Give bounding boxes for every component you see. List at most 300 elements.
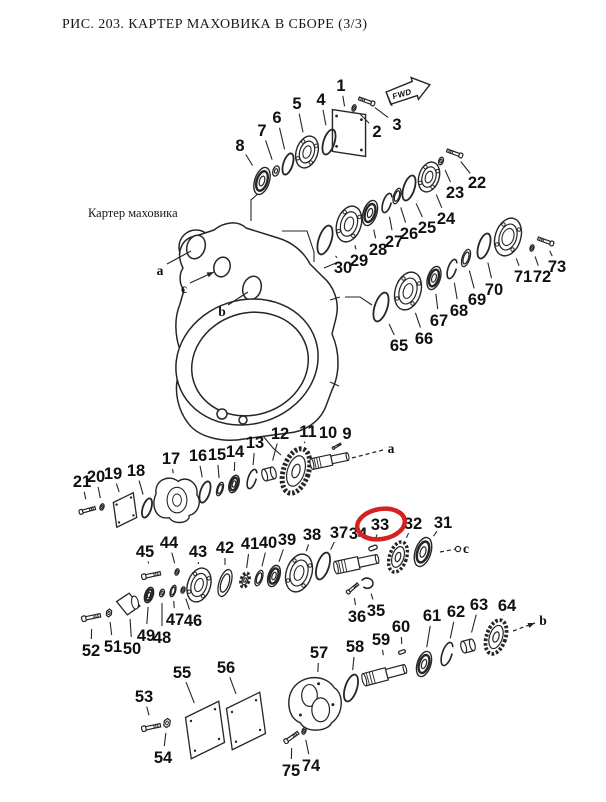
- part-56-drawing: [227, 692, 266, 750]
- part-5-leader-line: [299, 114, 303, 133]
- flange-hole: [395, 296, 399, 300]
- plate-hole: [259, 729, 261, 731]
- part-label-26: 26: [399, 224, 419, 243]
- part-label-12: 12: [270, 424, 290, 443]
- part-label-1: 1: [336, 76, 346, 95]
- flange-hole: [418, 181, 422, 185]
- part-label-63: 63: [469, 595, 489, 614]
- part-label-52: 52: [81, 641, 101, 660]
- part-55-leader-line: [186, 682, 194, 703]
- part-shape: [312, 698, 330, 722]
- part-label-47: 47: [165, 610, 185, 629]
- flange-hole: [187, 590, 191, 594]
- plate-hole: [218, 738, 220, 740]
- part-62-leader-line: [450, 622, 453, 639]
- part-label-23: 23: [445, 183, 465, 202]
- part-shape: [154, 478, 199, 522]
- plate-hole: [360, 118, 363, 121]
- part-38-leader-line: [306, 544, 308, 551]
- part-shape: [169, 585, 178, 598]
- part-41-drawing: [239, 572, 251, 588]
- part-label-55: 55: [172, 663, 192, 682]
- part-shape: [393, 190, 401, 202]
- part-7-leader-line: [266, 140, 273, 159]
- flange-hole: [401, 276, 405, 280]
- part-label-54: 54: [153, 748, 173, 767]
- part-label-16: 16: [188, 446, 208, 465]
- plate-hole: [132, 514, 134, 516]
- part-label-72: 72: [532, 267, 552, 286]
- part-label-28: 28: [368, 240, 388, 259]
- part-44-drawing: [174, 568, 180, 575]
- fwd-direction-banner: [384, 73, 433, 107]
- bolt-thread: [154, 573, 155, 576]
- part-57-drawing: [289, 678, 341, 730]
- bolt-thread: [98, 614, 99, 617]
- part-41-leader-line: [247, 554, 249, 568]
- part-number-labels: [73, 77, 566, 780]
- part-51-drawing: [105, 608, 113, 617]
- bolt-shaft: [358, 97, 371, 104]
- part-1-leader-line: [343, 96, 345, 107]
- part-label-60: 60: [391, 617, 411, 636]
- part-12-drawing: [261, 466, 278, 481]
- part-shape: [462, 251, 471, 264]
- part-label-57: 57: [309, 643, 329, 662]
- part-label-51: 51: [103, 637, 123, 656]
- part-20-leader-line: [98, 487, 100, 498]
- part-29-leader-line: [355, 245, 356, 249]
- part-34-drawing: [333, 552, 380, 574]
- plate-hole: [130, 496, 132, 498]
- part-26-drawing: [391, 187, 402, 204]
- ref-label-c: c: [463, 540, 469, 556]
- flange-hole: [357, 215, 361, 219]
- ref-label-a: a: [387, 440, 395, 456]
- part-67-drawing: [424, 265, 443, 292]
- plate-hole: [194, 750, 196, 752]
- part-54-drawing: [163, 718, 172, 729]
- part-75-drawing: [283, 731, 299, 744]
- part-50-leader-line: [130, 619, 131, 637]
- part-shape: [163, 718, 172, 729]
- part-52-drawing: [81, 613, 101, 622]
- part-71-drawing: [490, 215, 526, 260]
- figure-title: РИС. 203. КАРТЕР МАХОВИКА В СБОРЕ (3/3): [62, 17, 368, 32]
- part-40-leader-line: [262, 553, 265, 567]
- part-74-drawing: [301, 727, 307, 734]
- part-3-leader-line: [375, 108, 388, 118]
- part-13-leader-line: [253, 453, 254, 465]
- plate-hole: [231, 711, 233, 713]
- bolt-thread: [156, 573, 157, 576]
- part-9-drawing: [332, 443, 342, 450]
- part-label-31: 31: [433, 513, 453, 532]
- part-19-leader-line: [116, 483, 119, 491]
- part-shape: [140, 497, 154, 519]
- part-8-leader-line: [246, 154, 253, 165]
- part-shape: [362, 578, 373, 588]
- part-label-61: 61: [422, 606, 442, 625]
- part-shape: [398, 649, 405, 654]
- part-label-75: 75: [281, 761, 301, 780]
- part-16-leader-line: [200, 466, 202, 477]
- part-66-leader-line: [415, 313, 420, 328]
- part-shape: [439, 159, 442, 163]
- part-18-leader-line: [139, 481, 143, 495]
- part-label-14: 14: [225, 442, 245, 461]
- part-13-drawing: [245, 468, 259, 489]
- part-label-38: 38: [302, 525, 322, 544]
- part-shape: [370, 291, 391, 323]
- part-17-drawing: [154, 478, 199, 522]
- cover-hole: [331, 703, 334, 706]
- part-label-40: 40: [258, 533, 278, 552]
- flange-hole: [430, 185, 434, 189]
- part-label-49: 49: [136, 626, 156, 645]
- part-49-drawing: [143, 586, 156, 604]
- part-shape: [182, 588, 185, 591]
- part-shape: [107, 611, 110, 615]
- plate-hole: [235, 741, 237, 743]
- part-35-drawing: [362, 578, 373, 588]
- part-62-drawing: [439, 641, 456, 667]
- part-label-17: 17: [161, 449, 181, 468]
- bolt-thread: [94, 615, 95, 618]
- flange-hole: [495, 242, 499, 246]
- part-label-33: 33: [370, 515, 390, 534]
- part-65-leader-line: [389, 324, 394, 335]
- part-label-36: 36: [347, 607, 367, 626]
- part-53-leader-line: [147, 707, 149, 716]
- part-39-leader-line: [279, 549, 283, 561]
- part-shape: [245, 468, 259, 489]
- part-label-19: 19: [103, 464, 123, 483]
- part-18-drawing: [140, 497, 154, 519]
- part-shape: [391, 187, 402, 204]
- housing-small-hole-2: [239, 416, 247, 424]
- part-label-24: 24: [436, 209, 456, 228]
- part-21-drawing: [79, 506, 96, 515]
- part-2-drawing: [351, 104, 357, 111]
- part-72-drawing: [529, 244, 535, 251]
- part-label-32: 32: [403, 514, 423, 533]
- part-label-13: 13: [245, 433, 265, 452]
- part-label-4: 4: [316, 90, 326, 109]
- part-58-leader-line: [353, 657, 354, 670]
- cover-hole: [317, 682, 320, 685]
- part-51-leader-line: [110, 622, 112, 635]
- plate-hole: [360, 149, 363, 152]
- part-23-drawing: [438, 157, 445, 166]
- part-label-48: 48: [152, 628, 172, 647]
- part-42-drawing: [215, 568, 235, 598]
- flange-hole: [501, 222, 505, 226]
- part-shape: [303, 729, 306, 732]
- part-label-41: 41: [240, 534, 260, 553]
- part-shape: [113, 493, 136, 528]
- part-shape: [531, 246, 534, 249]
- flange-hole: [193, 572, 197, 576]
- bolt-shaft: [537, 237, 550, 244]
- part-10-drawing: [309, 451, 350, 470]
- part-53-drawing: [141, 723, 161, 732]
- flange-hole: [292, 558, 296, 562]
- part-22-leader-line: [461, 162, 470, 174]
- flange-hole: [517, 227, 521, 231]
- flange-hole: [314, 144, 318, 148]
- part-33-drawing: [368, 545, 377, 552]
- part-shape: [227, 692, 266, 750]
- plate-hole: [335, 145, 338, 148]
- part-21-leader-line: [84, 492, 86, 499]
- part-73-drawing: [537, 236, 554, 246]
- part-label-39: 39: [277, 530, 297, 549]
- part-66-drawing: [390, 269, 426, 314]
- part-label-45: 45: [135, 542, 155, 561]
- part-7-drawing: [271, 165, 280, 177]
- part-label-73: 73: [547, 257, 567, 276]
- ref-a-line: [352, 450, 383, 458]
- part-label-10: 10: [318, 423, 338, 442]
- part-26-leader-line: [401, 207, 406, 222]
- housing-label: Картер маховика: [88, 206, 178, 220]
- part-71-leader-line: [516, 258, 519, 265]
- part-15-drawing: [215, 481, 225, 496]
- part-1-drawing: [332, 110, 365, 157]
- part-28-leader-line: [374, 230, 376, 239]
- bolt-thread: [158, 572, 159, 575]
- flange-hole: [207, 576, 211, 580]
- part-59-drawing: [361, 662, 408, 686]
- part-label-29: 29: [349, 251, 369, 270]
- part-label-34: 34: [348, 524, 368, 543]
- part-25-drawing: [400, 174, 418, 202]
- part-25-leader-line: [416, 203, 422, 217]
- connector-line-3: [345, 297, 372, 305]
- part-40-drawing: [253, 569, 264, 586]
- part-label-6: 6: [272, 108, 282, 127]
- part-63-leader-line: [472, 615, 477, 633]
- part-shape: [400, 174, 418, 202]
- part-61-leader-line: [427, 626, 430, 647]
- flange-hole: [436, 169, 440, 173]
- part-label-9: 9: [342, 424, 352, 443]
- ref-label-a: a: [156, 262, 164, 278]
- part-46-leader-line: [186, 599, 190, 610]
- part-shape: [186, 701, 225, 759]
- part-38-drawing: [281, 551, 317, 596]
- part-23-leader-line: [445, 170, 450, 182]
- part-44-leader-line: [172, 553, 175, 564]
- cover-hole: [299, 714, 302, 717]
- part-shape: [255, 572, 263, 584]
- plate-hole: [118, 521, 120, 523]
- part-22-drawing: [446, 148, 463, 158]
- part-shape: [475, 232, 493, 260]
- part-50-drawing: [116, 592, 142, 617]
- part-45-leader-line: [148, 562, 149, 564]
- part-label-66: 66: [414, 329, 434, 348]
- part-57-leader-line: [318, 663, 319, 672]
- part-27-drawing: [380, 192, 394, 213]
- part-shape: [313, 551, 333, 581]
- flange-hole: [410, 301, 414, 305]
- part-label-68: 68: [449, 301, 469, 320]
- flange-hole: [309, 160, 313, 164]
- part-label-69: 69: [467, 290, 487, 309]
- part-label-35: 35: [366, 601, 386, 620]
- part-70-leader-line: [488, 263, 492, 279]
- part-6-drawing: [280, 152, 296, 176]
- ref-label-b: b: [218, 303, 226, 319]
- bolt-shaft: [349, 583, 359, 592]
- part-shape: [341, 673, 361, 703]
- part-label-43: 43: [188, 542, 208, 561]
- bolt-thread: [158, 724, 159, 727]
- part-68-leader-line: [454, 283, 457, 299]
- part-37-leader-line: [331, 542, 335, 550]
- part-39-drawing: [265, 564, 283, 588]
- part-73-leader-line: [550, 251, 552, 256]
- part-label-7: 7: [257, 121, 267, 140]
- part-label-21: 21: [72, 472, 92, 491]
- part-shape: [439, 641, 456, 667]
- flange-hole: [417, 281, 421, 285]
- part-label-50: 50: [122, 639, 142, 658]
- ref-c-line: [440, 549, 456, 552]
- part-56-leader-line: [230, 677, 236, 693]
- part-28-drawing: [360, 199, 381, 228]
- part-label-74: 74: [301, 756, 321, 775]
- part-label-22: 22: [467, 173, 487, 192]
- part-24-leader-line: [436, 195, 442, 208]
- part-label-20: 20: [86, 467, 106, 486]
- part-61-drawing: [414, 650, 435, 679]
- part-49-leader-line: [147, 607, 148, 624]
- part-shape: [280, 152, 296, 176]
- part-label-5: 5: [292, 94, 302, 113]
- flange-hole: [286, 578, 290, 582]
- part-8-drawing: [251, 165, 273, 196]
- flange-hole: [296, 156, 300, 160]
- part-54-leader-line: [164, 733, 166, 746]
- part-64-drawing: [482, 617, 511, 656]
- part-label-11: 11: [299, 422, 317, 441]
- bolt-thread: [154, 725, 155, 728]
- part-59-leader-line: [383, 650, 384, 655]
- part-63-drawing: [460, 638, 477, 653]
- fwd-label: FWD: [392, 87, 413, 102]
- flange-hole: [301, 583, 305, 587]
- bolt-shaft: [446, 149, 459, 156]
- flange-hole: [301, 139, 305, 143]
- flange-hole: [308, 563, 312, 567]
- plate-hole: [214, 708, 216, 710]
- part-label-3: 3: [392, 115, 402, 134]
- part-shape: [314, 224, 335, 256]
- part-shape: [445, 258, 459, 279]
- part-label-2: 2: [372, 122, 382, 141]
- part-label-65: 65: [389, 336, 409, 355]
- part-32-drawing: [385, 539, 411, 574]
- part-label-37: 37: [329, 523, 349, 542]
- part-47-drawing: [169, 585, 178, 598]
- plate-hole: [335, 115, 338, 118]
- flange-hole: [343, 210, 347, 214]
- bolt-shaft: [287, 731, 299, 741]
- flange-hole: [201, 594, 205, 598]
- part-shape: [218, 573, 231, 594]
- part-shape: [380, 192, 394, 213]
- flange-hole: [423, 165, 427, 169]
- part-11-drawing: [277, 445, 315, 496]
- part-label-67: 67: [429, 311, 449, 330]
- part-label-53: 53: [134, 687, 154, 706]
- part-label-62: 62: [446, 602, 466, 621]
- part-14-drawing: [227, 474, 241, 494]
- part-label-15: 15: [207, 445, 227, 464]
- part-60-drawing: [398, 649, 405, 654]
- part-65-drawing: [370, 291, 391, 323]
- part-label-70: 70: [484, 280, 504, 299]
- part-label-58: 58: [345, 637, 365, 656]
- part-label-27: 27: [384, 232, 404, 251]
- part-20-drawing: [99, 503, 105, 510]
- part-30-leader-line: [336, 256, 337, 258]
- part-shape: [353, 106, 356, 109]
- part-19-drawing: [113, 493, 136, 528]
- part-5-drawing: [292, 133, 322, 171]
- part-shape: [101, 505, 104, 508]
- part-72-leader-line: [535, 256, 538, 265]
- part-27-leader-line: [390, 217, 392, 230]
- part-label-64: 64: [497, 596, 517, 615]
- part-36-drawing: [346, 582, 360, 594]
- part-70-drawing: [475, 232, 493, 260]
- part-label-44: 44: [159, 533, 179, 552]
- part-label-42: 42: [215, 538, 235, 557]
- part-shape: [176, 570, 179, 573]
- plate-hole: [255, 699, 257, 701]
- part-17-leader-line: [173, 469, 174, 473]
- part-29-drawing: [332, 203, 366, 245]
- part-shape: [215, 568, 235, 598]
- part-label-71: 71: [513, 267, 533, 286]
- part-36-leader-line: [354, 598, 355, 605]
- part-label-30: 30: [333, 258, 353, 277]
- part-31-drawing: [411, 535, 435, 568]
- part-label-56: 56: [216, 658, 236, 677]
- ref-b-arrowhead: [528, 623, 535, 628]
- part-4-leader-line: [323, 110, 326, 125]
- part-58-drawing: [341, 673, 361, 703]
- part-30-drawing: [314, 224, 335, 256]
- part-35-leader-line: [371, 594, 373, 600]
- part-46-drawing: [180, 586, 186, 593]
- plate-hole: [115, 503, 117, 505]
- part-label-8: 8: [235, 136, 245, 155]
- bolt-thread: [96, 615, 97, 618]
- flywheel-housing-drawing: [156, 223, 340, 443]
- part-shape: [197, 480, 213, 504]
- part-6-leader-line: [280, 128, 285, 150]
- flange-hole: [351, 234, 355, 238]
- part-3-drawing: [358, 96, 375, 106]
- part-shape: [460, 248, 473, 267]
- part-label-59: 59: [371, 630, 391, 649]
- part-label-18: 18: [126, 461, 146, 480]
